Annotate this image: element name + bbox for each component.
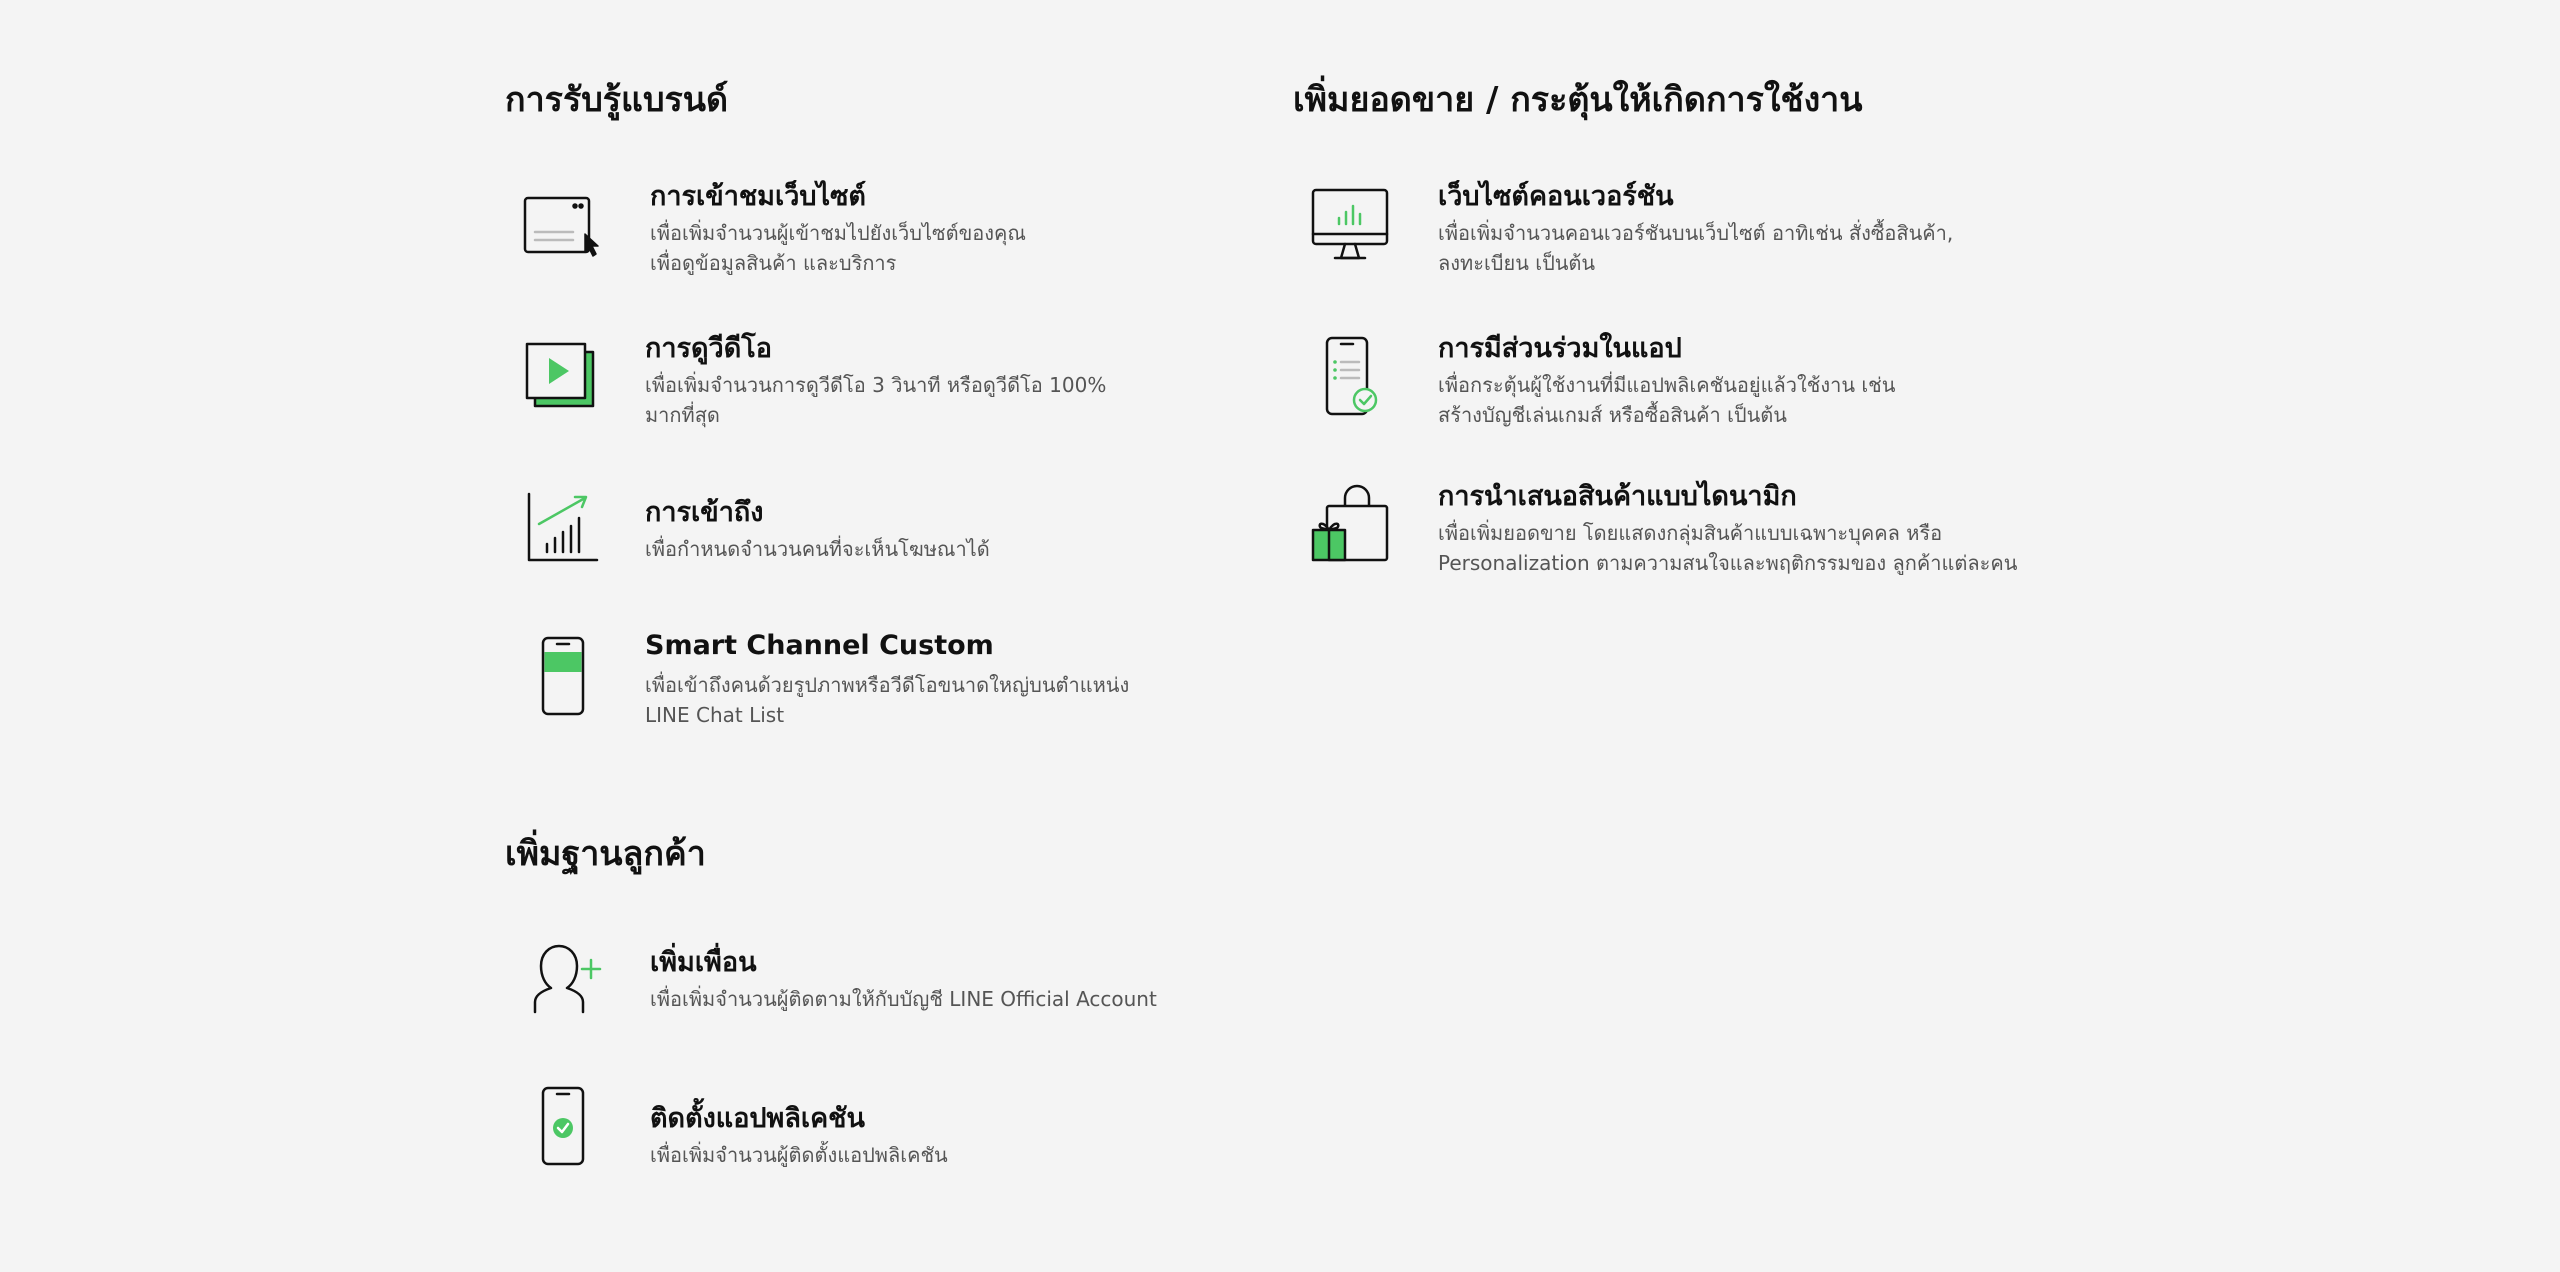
phone-banner-icon [515, 630, 605, 720]
objective-title: Smart Channel Custom [645, 630, 994, 661]
objective-description-line-2: สร้างบัญชีเล่นเกมส์ หรือซื้อสินค้า เป็นต้น [1438, 403, 1787, 427]
objective-title: เว็บไซต์คอนเวอร์ชัน [1438, 181, 1674, 212]
phone-checklist-icon [1305, 330, 1395, 420]
objective-description-line-1: เพื่อเพิ่มจำนวนผู้ติดตามให้กับบัญชี LINE Official Account [650, 987, 1157, 1011]
objective-app-engagement[interactable] [1305, 330, 2065, 440]
section-title-sales-engagement: เพิ่มยอดขาย / กระตุ้นให้เกิดการใช้งาน [1293, 80, 1863, 120]
objective-description-line-1: เพื่อเข้าถึงคนด้วยรูปภาพหรือวีดีโอขนาดใหญ่บนตำแหน่ง [645, 673, 1130, 697]
objective-description-line-1: เพื่อเพิ่มจำนวนการดูวีดีโอ 3 วินาที หรือดูวีดีโอ 100% [645, 373, 1107, 397]
phone-check-icon [515, 1080, 605, 1170]
objective-title: การเข้าชมเว็บไซต์ [650, 181, 866, 212]
growth-chart-icon [515, 480, 605, 570]
objective-add-friends[interactable] [515, 930, 1275, 1030]
objective-description-line-2: LINE Chat List [645, 703, 785, 727]
browser-cursor-icon [515, 180, 605, 270]
objective-description-line-1: เพื่อเพิ่มจำนวนผู้ติดตั้งแอปพลิเคชัน [650, 1143, 948, 1167]
objective-smart-channel-custom[interactable] [515, 630, 1235, 740]
objective-website-visits[interactable] [515, 180, 1235, 290]
objective-video-views[interactable] [515, 330, 1235, 440]
objective-reach[interactable] [515, 480, 1235, 580]
objective-title: การเข้าถึง [645, 497, 764, 528]
objective-title: การนำเสนอสินค้าแบบไดนามิก [1438, 481, 1797, 512]
objective-description-line-2: ลงทะเบียน เป็นต้น [1438, 251, 1596, 275]
objective-title: เพิ่มเพื่อน [650, 947, 757, 978]
objective-description-line-1: เพื่อกระตุ้นผู้ใช้งานที่มีแอปพลิเคชันอยู่แล้วใช้งาน เช่น [1438, 373, 1896, 397]
objective-title: ติดตั้งแอปพลิเคชัน [650, 1103, 865, 1134]
objective-dynamic-product-ads[interactable] [1305, 480, 2085, 590]
objective-description-line-2: มากที่สุด [645, 403, 720, 427]
shopping-bag-gift-icon [1305, 480, 1395, 570]
video-play-icon [515, 330, 605, 420]
objective-description-line-1: เพื่อเพิ่มจำนวนผู้เข้าชมไปยังเว็บไซต์ของคุณ [650, 221, 1026, 245]
section-title-customer-base: เพิ่มฐานลูกค้า [505, 834, 706, 874]
objective-description-line-1: เพื่อกำหนดจำนวนคนที่จะเห็นโฆษณาได้ [645, 537, 990, 561]
section-title-brand-awareness: การรับรู้แบรนด์ [505, 80, 729, 120]
objective-title: การมีส่วนร่วมในแอป [1438, 333, 1682, 364]
objective-title: การดูวีดีโอ [645, 333, 772, 364]
objective-description-line-1: เพื่อเพิ่มจำนวนคอนเวอร์ชันบนเว็บไซต์ อาทิเช่น สั่งซื้อสินค้า, [1438, 221, 1954, 245]
objective-website-conversions[interactable] [1305, 180, 2065, 290]
objective-description-line-1: เพื่อเพิ่มยอดขาย โดยแสดงกลุ่มสินค้าแบบเฉพาะบุคคล หรือ [1438, 521, 1943, 545]
objective-app-installs[interactable] [515, 1080, 1275, 1180]
objective-description-line-2: Personalization ตามความสนใจและพฤติกรรมของ ลูกค้าแต่ละคน [1438, 551, 2018, 575]
objective-description-line-2: เพื่อดูข้อมูลสินค้า และบริการ [650, 251, 897, 275]
monitor-chart-icon [1305, 180, 1395, 270]
add-friend-icon [515, 930, 605, 1020]
